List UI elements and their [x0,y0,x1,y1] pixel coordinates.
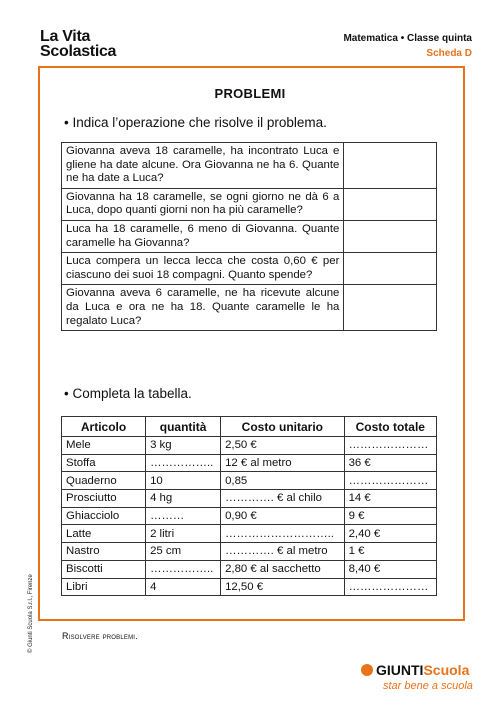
cell-article: Latte [62,525,146,543]
table-header-row [62,417,437,437]
cell-total-cost: 14 € [344,490,436,508]
cell-article: Nastro [62,543,146,561]
cell-unit-cost: 0,90 € [221,507,345,525]
problem-row [62,143,437,189]
cell-unit-cost: 12,50 € [221,578,345,596]
magazine-logo [40,29,116,59]
footer-topic-note: Risolvere problemi. [62,631,138,641]
logo-line-1: La Vita [40,28,91,45]
cell-total-cost[interactable]: ………………… [344,437,436,455]
problem-row [62,188,437,220]
cell-unit-cost[interactable]: ……………………….. [221,525,345,543]
card-label: Scheda D [426,48,472,59]
price-table [61,416,437,596]
table-row [62,578,437,596]
cell-unit-cost[interactable]: …………. € al chilo [221,490,345,508]
column-header-quantity: quantità [146,417,221,437]
problem-row [62,220,437,252]
column-header-unit-cost: Costo unitario [221,417,345,437]
table-row [62,525,437,543]
answer-cell[interactable] [344,285,437,331]
page-title: PROBLEMI [214,86,286,101]
table-row [62,543,437,561]
cell-article: Ghiacciolo [62,507,146,525]
problem-text: Giovanna aveva 6 caramelle, ne ha ricevute alcune da Luca e ora ne ha 18. Quante caramelle le ha regalato Luca? [62,285,344,331]
cell-unit-cost: 0,85 [221,472,345,490]
instruction-table: • Completa la tabella. [64,386,192,401]
instruction-operations: • Indica l’operazione che risolve il problema. [64,115,327,130]
cell-unit-cost: 12 € al metro [221,454,345,472]
answer-cell[interactable] [344,188,437,220]
problem-row [62,285,437,331]
answer-cell[interactable] [344,143,437,189]
cell-total-cost[interactable]: ………………… [344,472,436,490]
publisher-tagline: star bene a scuola [383,680,473,692]
header-info [343,31,472,61]
cell-total-cost: 9 € [344,507,436,525]
cell-quantity: 4 [146,578,221,596]
column-header-article: Articolo [62,417,146,437]
problems-table [61,142,437,331]
cell-total-cost: 8,40 € [344,560,436,578]
cell-quantity: 3 kg [146,437,221,455]
table-row [62,560,437,578]
column-header-total-cost: Costo totale [344,417,436,437]
cell-article: Libri [62,578,146,596]
cell-article: Quaderno [62,472,146,490]
logo-line-2: Scolastica [40,43,117,60]
cell-total-cost[interactable]: ………………… [344,578,436,596]
publisher-name-giunti: GIUNTI [376,662,424,678]
cell-quantity[interactable]: …………….. [146,560,221,578]
cell-unit-cost: 2,80 € al sacchetto [221,560,345,578]
cell-article: Biscotti [62,560,146,578]
subject-label: Matematica • Classe quinta [343,33,472,44]
cell-quantity[interactable]: ……… [146,507,221,525]
answer-cell[interactable] [344,220,437,252]
table-row [62,454,437,472]
cell-total-cost: 36 € [344,454,436,472]
table-row [62,507,437,525]
cell-total-cost: 1 € [344,543,436,561]
cell-quantity: 2 litri [146,525,221,543]
cell-quantity: 4 hg [146,490,221,508]
publisher-name-scuola: Scuola [423,662,470,678]
table-row [62,472,437,490]
cell-total-cost: 2,40 € [344,525,436,543]
copyright-notice: © Giunti Scuola S.r.l., Firenze [28,574,34,653]
cell-quantity: 25 cm [146,543,221,561]
problem-text: Giovanna ha 18 caramelle, se ogni giorno ne dà 6 a Luca, dopo quanti giorni non ha più caramelle? [62,188,344,220]
problem-text: Luca ha 18 caramelle, 6 meno di Giovanna. Quante caramelle ha Giovanna? [62,220,344,252]
cell-article: Prosciutto [62,490,146,508]
problem-text: Luca compera un lecca lecca che costa 0,60 € per ciascuno dei suoi 18 compagni. Quanto spende? [62,253,344,285]
table-row [62,490,437,508]
cell-article: Stoffa [62,454,146,472]
cell-unit-cost: 2,50 € [221,437,345,455]
cell-unit-cost[interactable]: …………. € al metro [221,543,345,561]
problem-row [62,253,437,285]
table-row [62,437,437,455]
publisher-name [376,662,469,678]
giunti-mark-icon [361,664,373,676]
cell-article: Mele [62,437,146,455]
problem-text: Giovanna aveva 18 caramelle, ha incontrato Luca e gliene ha date alcune. Ora Giovanna ne ha 6. Quante ne ha date a Luca? [62,143,344,189]
cell-quantity: 10 [146,472,221,490]
cell-quantity[interactable]: …………….. [146,454,221,472]
answer-cell[interactable] [344,253,437,285]
